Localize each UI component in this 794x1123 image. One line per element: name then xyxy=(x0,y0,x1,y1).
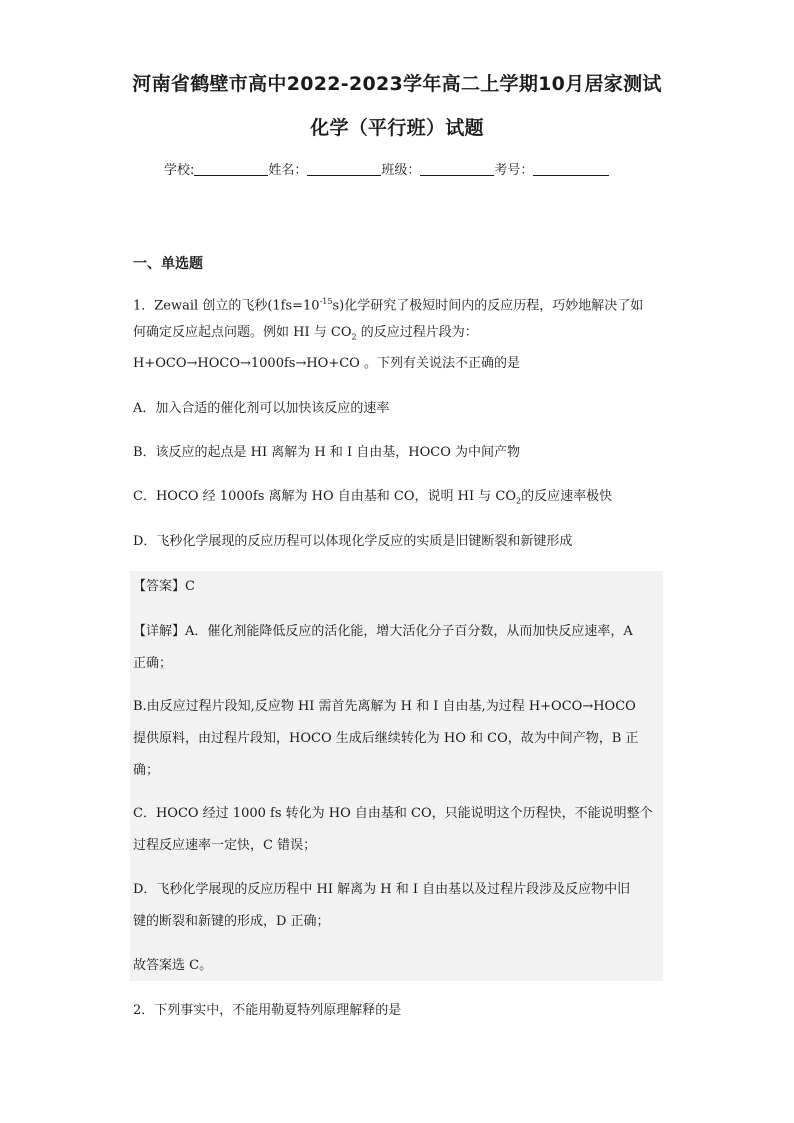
q1-detail-line: 【详解】A．催化剂能降低反应的活化能，增大活化分子百分数，从而加快反应速率，A xyxy=(133,624,633,639)
class-label: 班级： xyxy=(381,163,421,178)
class-blank xyxy=(420,162,494,176)
q1-detail-line: 过程反应速率一定快，C 错误； xyxy=(133,838,317,853)
name-label: 姓名： xyxy=(268,163,308,178)
exam-number-label: 考号： xyxy=(494,163,534,178)
q1-stem-line3: H+OCO→HOCO→1000fs→HO+CO 。下列有关说法不正确的是 xyxy=(133,356,520,371)
q1-answer: 【答案】C xyxy=(133,579,195,594)
q1-detail-line: 键的断裂和新键的形成，D 正确； xyxy=(133,914,330,929)
q1-detail-line: 确； xyxy=(133,763,160,778)
q1-option-c: C．HOCO 经 1000fs 离解为 HO 自由基和 CO，说明 HI 与 $CO_2$的反应速率极快 xyxy=(133,489,613,506)
q1-option-a: A．加入合适的催化剂可以加快该反应的速率 xyxy=(133,401,390,416)
q1-stem-line1: 1．Zewail 创立的飞秒$(1fs=10^{-15}s)$化学研究了极短时间内的反应历程，巧妙地解决了如 xyxy=(133,297,644,314)
exam-number-blank xyxy=(533,162,609,176)
q1-option-b: B．该反应的起点是 HI 离解为 H 和 I 自由基，HOCO 为中间产物 xyxy=(133,445,521,460)
q1-detail-line: D．飞秒化学展现的反应历程中 HI 解离为 H 和 I 自由基以及过程片段涉及反应物中旧 xyxy=(133,882,631,897)
q1-detail-line: B.由反应过程片段知,反应物 HI 需首先离解为 H 和 I 自由基,为过程 H+OCO→HOCO xyxy=(133,699,636,714)
q2-stem: 2．下列事实中，不能用勒夏特列原理解释的是 xyxy=(133,1003,402,1018)
school-blank xyxy=(194,162,268,176)
q1-option-d: D．飞秒化学展现的反应历程可以体现化学反应的实质是旧键断裂和新键形成 xyxy=(133,534,573,549)
q1-detail-line: 故答案选 C。 xyxy=(133,958,213,973)
q1-stem-line2: 何确定反应起点问题。例如 HI 与 $CO_2$ 的反应过程片段为： xyxy=(133,325,478,342)
q1-detail-line: 提供原料，由过程片段知，HOCO 生成后继续转化为 HO 和 CO，故为中间产物，B 正 xyxy=(133,731,639,746)
school-label: 学校: xyxy=(164,163,195,178)
document-title-line2: 化学（平行班）试题 xyxy=(310,117,484,139)
q1-detail-line: 正确； xyxy=(133,656,173,671)
name-blank xyxy=(307,162,381,176)
document-title-line1: 河南省鹤壁市高中2022-2023学年高二上学期10月居家测试 xyxy=(132,73,662,95)
section-heading: 一、单选题 xyxy=(133,256,203,272)
student-info-line xyxy=(164,159,609,178)
q1-detail-line: C．HOCO 经过 1000 fs 转化为 HO 自由基和 CO，只能说明这个历程快，不能说明整个 xyxy=(133,806,653,821)
